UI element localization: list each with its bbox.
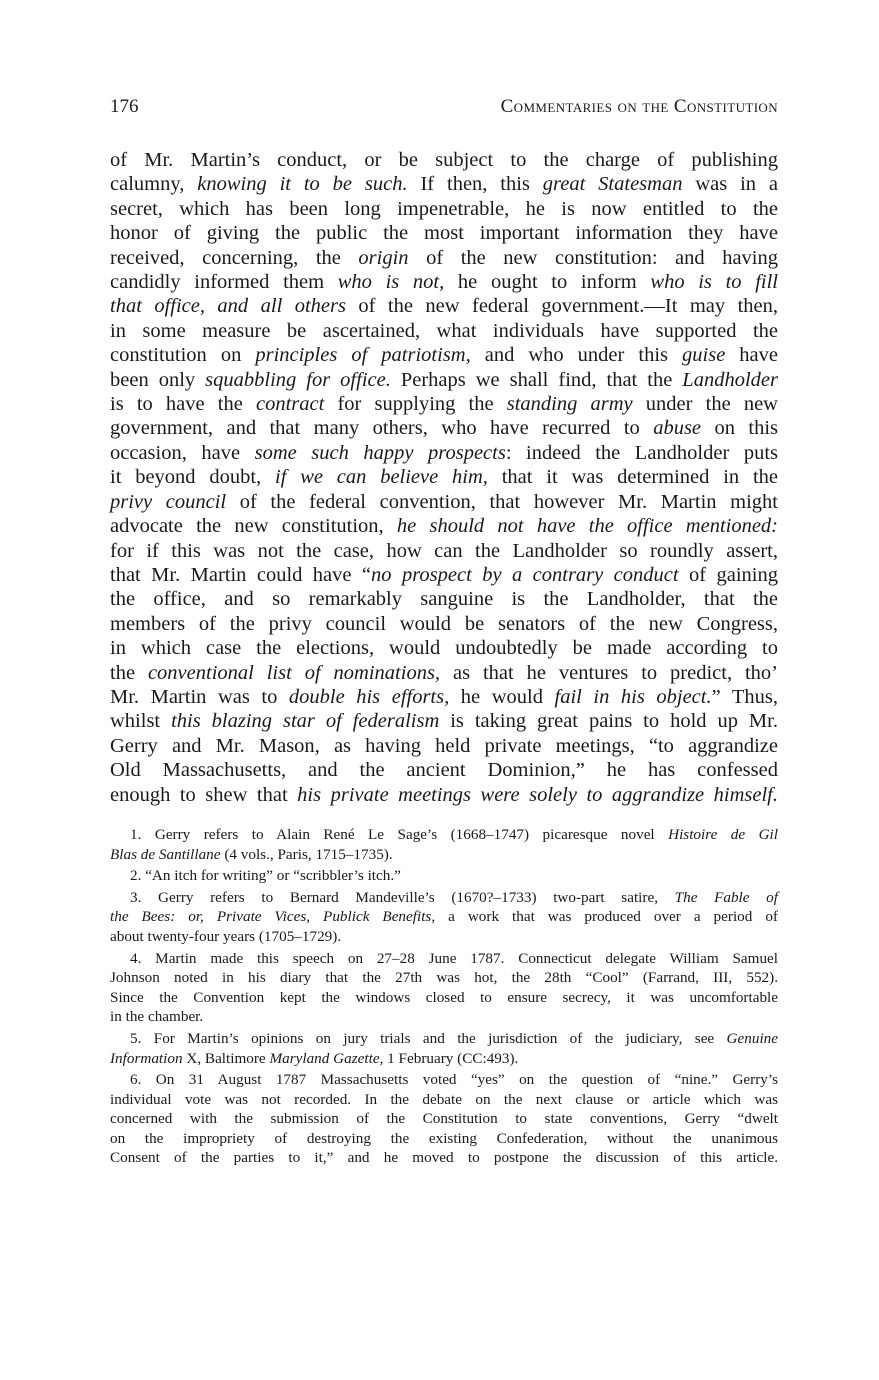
footnote-line — [110, 888, 778, 908]
italic-text: Information — [110, 1049, 183, 1067]
body-line — [110, 465, 778, 489]
text-run: was in a — [682, 173, 778, 196]
body-line — [110, 709, 778, 733]
text-run: 2. “An itch for writing” or “scribbler’s itch.” — [130, 867, 401, 885]
italic-text: great Statesman — [542, 173, 683, 196]
italic-text: Blas de Santillane — [110, 845, 221, 863]
footnote — [110, 1070, 778, 1168]
text-run: calumny, — [110, 173, 198, 196]
italic-text: knowing it to be such. — [197, 173, 408, 196]
italic-text: no prospect by a contrary conduct — [371, 563, 679, 586]
body-line — [110, 441, 778, 465]
body-line — [110, 416, 778, 440]
text-run: 1 February (CC:493). — [383, 1049, 519, 1067]
footnote-line — [110, 1129, 778, 1149]
text-run: under the new — [632, 393, 778, 416]
text-run: individual vote was not recorded. In the debate on the next clause or article which was — [110, 1090, 778, 1108]
text-run: 5. For Martin’s opinions on jury trials and the jurisdiction of the judiciary, see — [130, 1029, 727, 1047]
body-line — [110, 270, 778, 294]
body-line — [110, 661, 778, 685]
footnote — [110, 825, 778, 864]
body-line — [110, 734, 778, 758]
footnote-line — [110, 1148, 778, 1168]
italic-text: fail in his object. — [554, 685, 712, 708]
italic-text: Landholder — [682, 368, 778, 391]
text-run: of Mr. Martin’s conduct, or be subject to the charge of publishing — [110, 149, 778, 171]
italic-text: who is not, — [337, 271, 445, 294]
text-run: received, concerning, the — [110, 246, 359, 269]
footnote-line — [110, 1070, 778, 1090]
text-run: constitution on — [110, 344, 256, 367]
text-run: he ought to inform — [444, 271, 651, 294]
italic-text: privy council — [110, 490, 227, 513]
running-head — [110, 96, 778, 130]
text-run: he would — [449, 685, 555, 708]
body-line — [110, 539, 778, 563]
footnote-line — [110, 1007, 778, 1027]
italic-text: Histoire de Gil — [668, 825, 778, 843]
footnote-line — [110, 1109, 778, 1129]
italic-text: squabbling for office. — [205, 368, 391, 391]
footnote-line — [110, 866, 778, 886]
text-run: enough to shew that — [110, 783, 298, 806]
text-run: the — [110, 661, 148, 684]
italic-text: The Fable of — [674, 888, 778, 906]
text-run: honor of giving the public the most important information they have — [110, 222, 778, 245]
italic-text: Genuine — [726, 1029, 778, 1047]
body-line — [110, 636, 778, 660]
text-run: Consent of the parties to it,” and he moved to postpone the discussion of this article. — [110, 1149, 778, 1167]
footnote-line — [110, 1090, 778, 1110]
text-run: 1. Gerry refers to Alain René Le Sage’s (1668–1747) picaresque novel — [130, 825, 669, 843]
body-line — [110, 685, 778, 709]
text-run: in the chamber. — [110, 1008, 204, 1026]
body-line — [110, 612, 778, 636]
text-run: 4. Martin made this speech on 27–28 June 1787. Connecticut delegate William Samuel — [130, 949, 778, 967]
text-run: advocate the new constitution, — [110, 515, 397, 538]
text-run: ” Thus, — [711, 685, 779, 708]
text-run: 6. On 31 August 1787 Massachusetts voted “yes” on the question of “nine.” Gerry’s — [130, 1071, 778, 1089]
text-run: of the new constitution: and having — [408, 246, 778, 269]
text-run: of the new federal government.—It may then, — [345, 295, 778, 318]
text-run: on the impropriety of destroying the existing Confederation, without the unanimous — [110, 1129, 778, 1147]
italic-text: conventional list of nominations, — [147, 661, 441, 684]
text-run: been only — [110, 368, 206, 391]
italic-text: some such happy prospects — [254, 441, 506, 464]
text-run: Johnson noted in his diary that the 27th was hot, the 28th “Cool” (Farrand, III, 552). — [110, 969, 778, 987]
text-run: in some measure be ascertained, what individuals have supported the — [110, 319, 778, 342]
text-run: whilst — [110, 710, 172, 733]
italic-text: Maryland Gazette, — [269, 1049, 384, 1067]
footnote-line — [110, 845, 778, 865]
footnote — [110, 866, 778, 886]
body-line — [110, 197, 778, 221]
footnote-line — [110, 968, 778, 988]
italic-text: contract — [255, 393, 325, 416]
body-line — [110, 587, 778, 611]
running-title: Commentaries on the Constitution — [500, 96, 778, 117]
text-run: Gerry and Mr. Mason, as having held private meetings, “to aggrandize — [110, 734, 778, 757]
footnote — [110, 1029, 778, 1068]
text-run: the office, and so remarkably sanguine is the Landholder, that the — [110, 588, 778, 611]
body-line — [110, 343, 778, 367]
italic-text: origin — [358, 246, 409, 269]
text-run: Perhaps we shall find, that the — [390, 368, 683, 391]
text-run: X, Baltimore — [182, 1049, 270, 1067]
footnote-line — [110, 825, 778, 845]
italic-text: that office, and all others — [110, 295, 346, 318]
italic-text: if we can believe him, — [275, 466, 488, 489]
footnote-line — [110, 949, 778, 969]
footnote — [110, 888, 778, 947]
text-run: is to have the — [110, 393, 256, 416]
footnote-line — [110, 1049, 778, 1069]
body-line — [110, 368, 778, 392]
text-run: for if this was not the case, how can the Landholder so roundly assert, — [110, 539, 778, 562]
body-line — [110, 294, 778, 318]
text-run: candidly informed them — [110, 271, 338, 294]
italic-text: the Bees: or, Private Vices, Publick Benefits, — [110, 908, 436, 926]
text-run: Mr. Martin was to — [110, 685, 289, 708]
body-line — [110, 392, 778, 416]
text-run: of the federal convention, that however Mr. Martin might — [226, 490, 778, 513]
italic-text: abuse — [653, 417, 702, 440]
body-line — [110, 319, 778, 343]
italic-text: guise — [682, 344, 726, 367]
italic-text: principles of patriotism, — [255, 344, 471, 367]
italic-text: he should not have the office mentioned: — [396, 515, 779, 538]
text-run: it beyond doubt, — [110, 466, 275, 489]
page-number: 176 — [110, 96, 139, 117]
italic-text: his private meetings were solely to aggrandize himself. — [297, 783, 778, 806]
text-run: for supplying the — [324, 393, 507, 416]
text-run: Since the Convention kept the windows closed to ensure secrecy, it was uncomfortable — [110, 988, 778, 1006]
body-line — [110, 172, 778, 196]
footnote-line — [110, 988, 778, 1008]
text-run: If then, this — [407, 173, 543, 196]
text-run: concerned with the submission of the Constitution to state conventions, Gerry “dwelt — [110, 1110, 778, 1128]
body-line — [110, 758, 778, 782]
text-run: as that he ventures to predict, tho’ — [440, 661, 779, 684]
text-run: : indeed the Landholder puts — [505, 441, 778, 464]
footnote-line — [110, 1029, 778, 1049]
text-run: occasion, have — [110, 441, 255, 464]
footnote-line — [110, 927, 778, 947]
book-page — [110, 96, 778, 1170]
text-run: Old Massachusetts, and the ancient Dominion,” he has confessed — [110, 759, 778, 782]
text-run: (4 vols., Paris, 1715–1735). — [220, 845, 393, 863]
italic-text: double his efforts, — [288, 685, 450, 708]
text-run: government, and that many others, who have recurred to — [110, 417, 654, 440]
body-text — [110, 148, 778, 807]
italic-text: who is to fill — [650, 271, 778, 294]
text-run: is taking great pains to hold up Mr. — [439, 710, 778, 733]
body-line — [110, 563, 778, 587]
italic-text: this blazing star of federalism — [171, 710, 440, 733]
text-run: members of the privy council would be senators of the new Congress, — [110, 612, 778, 635]
body-line — [110, 514, 778, 538]
body-line — [110, 246, 778, 270]
text-run: secret, which has been long impenetrable, he is now entitled to the — [110, 197, 778, 220]
text-run: and who under this — [470, 344, 683, 367]
footnotes — [110, 825, 778, 1168]
text-run: have — [725, 344, 779, 367]
text-run: about twenty-four years (1705–1729). — [110, 927, 342, 945]
footnote — [110, 949, 778, 1027]
text-run: on this — [701, 417, 778, 440]
italic-text: standing army — [506, 393, 633, 416]
text-run: that it was determined in the — [487, 466, 778, 489]
text-run: a work that was produced over a period of — [435, 908, 778, 926]
body-line — [110, 221, 778, 245]
footnote-line — [110, 907, 778, 927]
body-line — [110, 148, 778, 172]
text-run: 3. Gerry refers to Bernard Mandeville’s (1670?–1733) two-part satire, — [130, 888, 675, 906]
text-run: in which case the elections, would undoubtedly be made according to — [110, 637, 778, 660]
body-line — [110, 490, 778, 514]
text-run: that Mr. Martin could have “ — [110, 563, 372, 586]
text-run: of gaining — [678, 563, 778, 586]
body-line — [110, 783, 778, 807]
